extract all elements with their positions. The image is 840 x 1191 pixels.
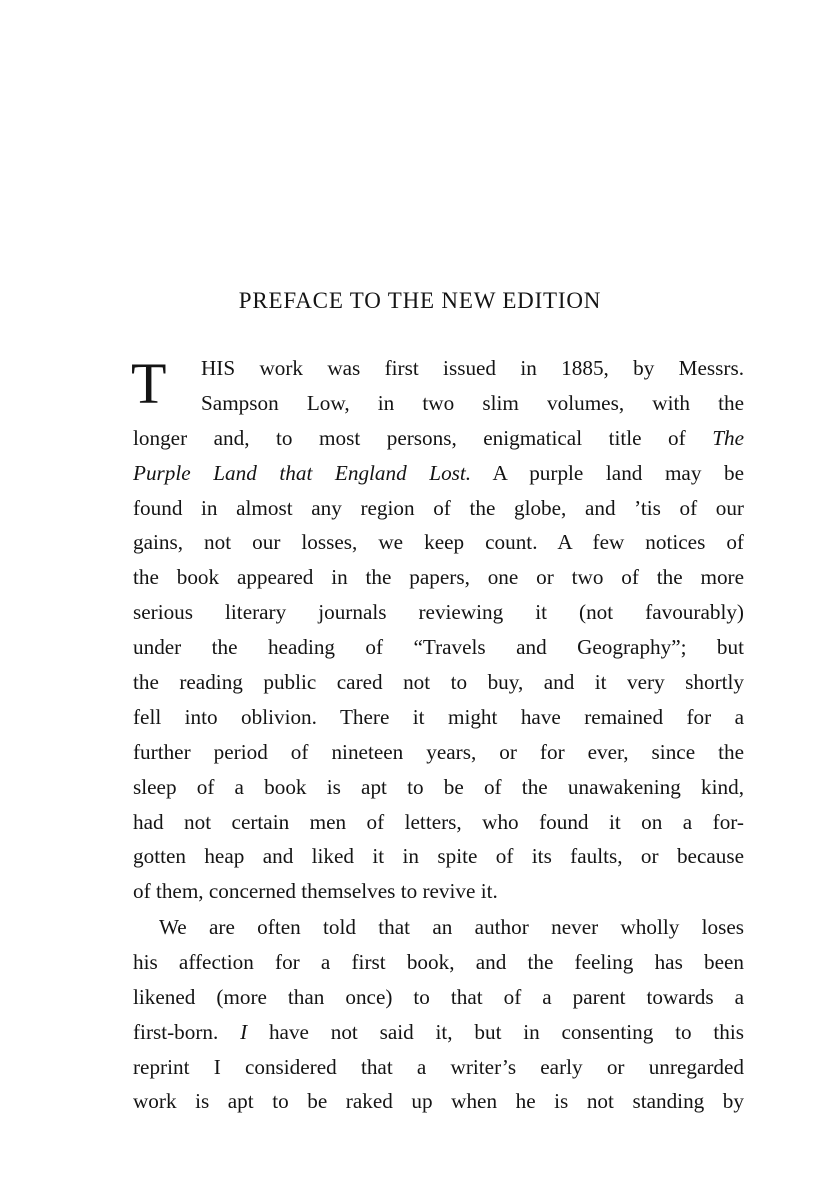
text-line: gotten heap and liked it in spite of its faults, or because [133, 844, 744, 869]
text-line: We are often told that an author never wholly loses [159, 915, 744, 939]
text-line [133, 456, 744, 491]
text-line [133, 421, 744, 456]
text-line: of them, concerned themselves to revive it. [133, 879, 498, 904]
text-line: Sampson Low, in two slim volumes, with the [201, 390, 744, 415]
text-line: had not certain men of letters, who found it on a for- [133, 809, 744, 834]
text-line: the book appeared in the papers, one or two of the more [133, 565, 744, 590]
preface-paragraph-2 [133, 910, 744, 1119]
text-segment: first-born. [133, 1019, 241, 1044]
text-line: further period of nineteen years, or for ever, since the [133, 739, 744, 764]
text-line: sleep of a book is apt to be of the unawakening kind, [133, 774, 744, 799]
text-line: reprint I considered that a writer’s early or unregarded [133, 1054, 744, 1079]
text-line: fell into oblivion. There it might have remained for a [133, 704, 744, 729]
text-line [133, 1015, 744, 1050]
italic-word: I [240, 1019, 248, 1044]
book-title-italic: The [712, 425, 744, 450]
text-line: under the heading of “Travels and Geography”; but [133, 635, 744, 660]
text-line: HIS work was first issued in 1885, by Messrs. [201, 356, 744, 380]
text-line: work is apt to be raked up when he is not standing by [133, 1089, 744, 1114]
page-title: PREFACE TO THE NEW EDITION [238, 288, 602, 313]
book-title-italic: Purple Land that England Lost. [133, 460, 472, 485]
drop-cap: T [131, 351, 167, 416]
text-line: serious literary journals reviewing it (not favourably) [133, 600, 744, 625]
text-line: gains, not our losses, we keep count. A few notices of [133, 530, 744, 555]
text-segment: longer and, to most persons, enigmatical title of [133, 425, 713, 450]
text-line: likened (more than once) to that of a parent towards a [133, 984, 744, 1009]
preface-paragraph-1 [133, 351, 744, 909]
text-line: his affection for a first book, and the feeling has been [133, 949, 744, 974]
text-segment: have not said it, but in consenting to this [247, 1019, 744, 1044]
text-line: the reading public cared not to buy, and it very shortly [133, 670, 744, 695]
text-segment: A purple land may be [471, 460, 745, 485]
text-line: found in almost any region of the globe, and ’tis of our [133, 495, 744, 520]
